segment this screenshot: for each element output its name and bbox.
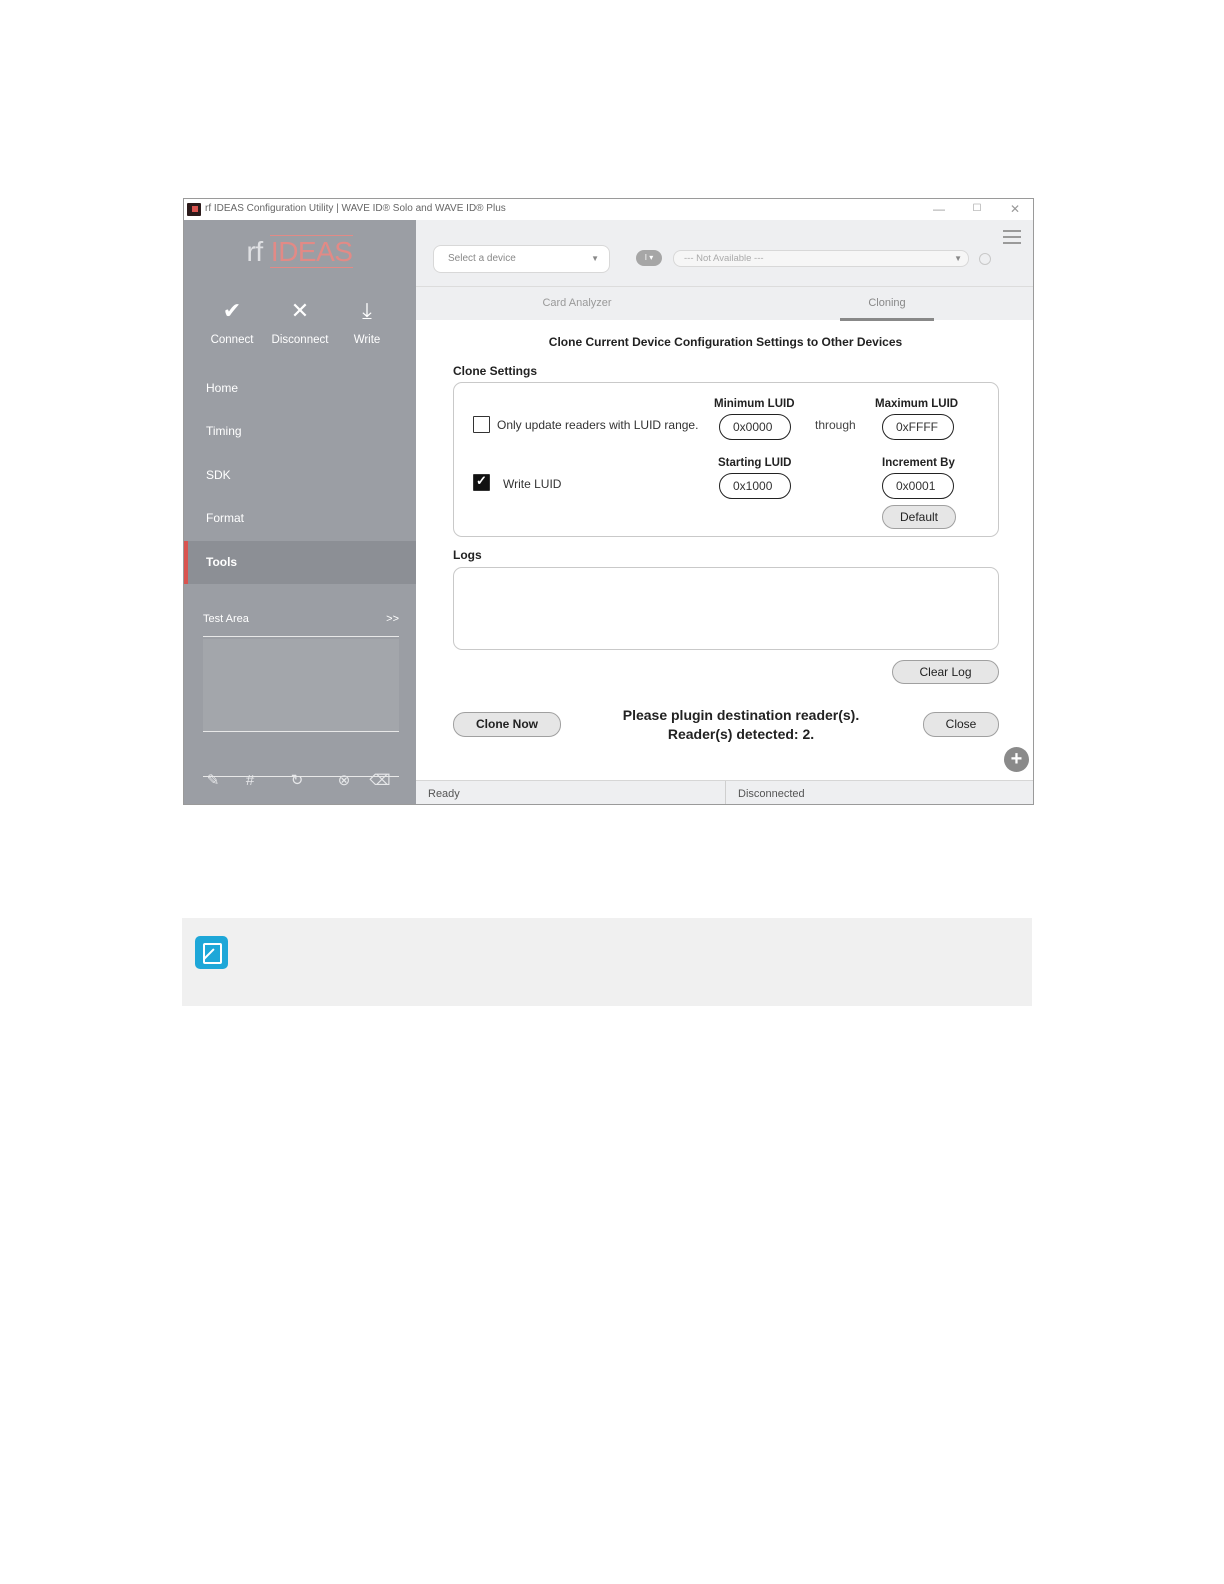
device-select[interactable]: [433, 245, 610, 273]
status-line-1: Please plugin destination reader(s).: [622, 707, 860, 723]
only-update-label: Only update readers with LUID range.: [497, 418, 699, 432]
reader-select-value: --- Not Available ---: [684, 253, 764, 264]
backspace-icon[interactable]: ⌫: [369, 772, 391, 789]
hamburger-menu-icon[interactable]: [1003, 230, 1021, 244]
sidebar: [184, 220, 416, 805]
max-luid-input[interactable]: [882, 414, 954, 440]
title-bar: [184, 199, 1033, 220]
only-update-checkbox[interactable]: [473, 416, 490, 433]
clone-settings-label: Clone Settings: [453, 364, 538, 378]
minimize-button[interactable]: —: [933, 202, 945, 216]
logs-label: Logs: [453, 548, 482, 562]
status-message: [596, 706, 886, 744]
download-icon: ⤓: [362, 298, 372, 323]
status-indicator[interactable]: [979, 253, 991, 265]
sidebar-item-tools[interactable]: Tools: [184, 541, 416, 584]
min-luid-input[interactable]: [719, 414, 791, 440]
status-line-2: Reader(s) detected: 2.: [667, 726, 815, 742]
note-panel: [182, 918, 1032, 1006]
write-button[interactable]: [332, 298, 402, 346]
status-bar: [416, 780, 1034, 805]
clone-now-button[interactable]: Clone Now: [453, 712, 561, 737]
notes-icon[interactable]: ✎: [206, 772, 220, 789]
sidebar-item-home[interactable]: Home: [206, 381, 239, 395]
check-icon: ✔: [222, 298, 242, 323]
min-luid-label: Minimum LUID: [714, 398, 795, 410]
divider: [203, 731, 399, 732]
x-icon: ✕: [290, 298, 310, 323]
clear-log-button[interactable]: Clear Log: [892, 660, 999, 684]
starting-luid-label: Starting LUID: [718, 457, 792, 469]
status-left: Ready: [428, 788, 460, 800]
sidebar-item-format[interactable]: Format: [206, 511, 245, 525]
expand-chevron-icon[interactable]: >>: [386, 613, 399, 625]
reader-select[interactable]: [673, 250, 969, 267]
increment-label: Increment By: [882, 457, 955, 469]
close-button[interactable]: Close: [923, 712, 999, 737]
window-title: rf IDEAS Configuration Utility | WAVE ID® Solo and WAVE ID® Plus: [205, 203, 506, 214]
logs-textarea[interactable]: [453, 567, 999, 650]
test-area-header[interactable]: [203, 613, 399, 633]
close-window-button[interactable]: ✕: [1009, 202, 1021, 216]
rf-ideas-logo: rf IDEAS: [246, 236, 353, 267]
test-area-field[interactable]: [203, 639, 399, 731]
tab-card-analyzer[interactable]: Card Analyzer: [542, 297, 612, 309]
maximize-button[interactable]: ☐: [972, 203, 982, 214]
increment-input[interactable]: [882, 473, 954, 499]
hash-refresh-icon[interactable]: #: [245, 772, 255, 789]
reload-icon[interactable]: ↻: [290, 772, 304, 789]
sidebar-item-sdk[interactable]: SDK: [206, 468, 231, 482]
tool-icon-bar: [184, 772, 416, 805]
clone-settings-group: [453, 382, 999, 537]
write-label: Write: [353, 334, 381, 346]
interface-toggle[interactable]: I ▾: [636, 250, 662, 266]
status-right: Disconnected: [738, 788, 805, 800]
app-window: [183, 198, 1034, 805]
starting-luid-input[interactable]: [719, 473, 791, 499]
tab-bar: [416, 286, 1034, 320]
test-area-label: Test Area: [203, 613, 249, 625]
write-luid-checkbox[interactable]: [473, 474, 490, 491]
max-luid-label: Maximum LUID: [875, 398, 959, 410]
divider: [203, 636, 399, 637]
through-label: through: [815, 418, 856, 432]
cancel-refresh-icon[interactable]: ⊗: [337, 772, 351, 789]
chevron-down-icon: ▼: [591, 254, 599, 263]
default-button[interactable]: Default: [882, 505, 956, 529]
disconnect-label: Disconnect: [271, 334, 329, 346]
app-logo-icon: [187, 203, 201, 216]
page-title: Clone Current Device Configuration Settings to Other Devices: [548, 335, 903, 349]
write-luid-label: Write LUID: [503, 477, 562, 491]
top-toolbar: [416, 220, 1034, 286]
connect-button[interactable]: [197, 298, 267, 346]
sidebar-item-timing[interactable]: Timing: [206, 424, 242, 438]
device-select-placeholder: Select a device: [448, 253, 516, 264]
add-icon[interactable]: +: [1004, 747, 1029, 772]
note-icon: [195, 936, 228, 969]
tab-cloning[interactable]: Cloning: [840, 287, 934, 321]
main-panel: [416, 220, 1034, 805]
chevron-down-icon: ▼: [954, 254, 962, 263]
divider: [725, 781, 726, 805]
disconnect-button[interactable]: [265, 298, 335, 346]
connect-label: Connect: [210, 334, 254, 346]
